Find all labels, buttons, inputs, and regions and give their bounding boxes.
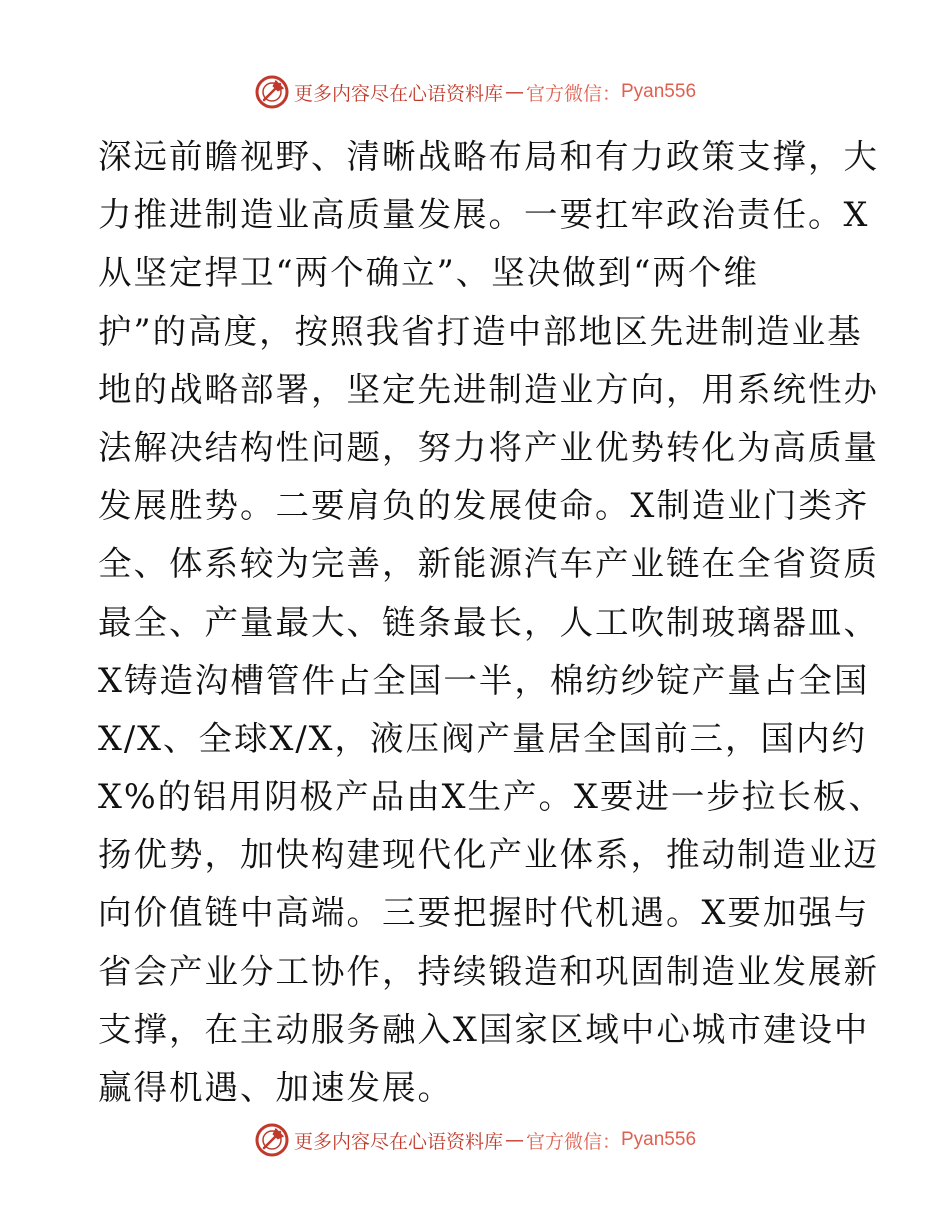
- body-line: 最全、产量最大、链条最长，人工吹制玻璃器皿、: [98, 602, 879, 642]
- watermark-main-text: 更多内容尽在心语资料库: [293, 1130, 503, 1153]
- body-line: X铸造沟槽管件占全国一半，棉纺纱锭产量占全国: [98, 660, 870, 700]
- stamp-logo-icon: [254, 1122, 290, 1158]
- body-line: 地的战略部署，坚定先进制造业方向，用系统性办: [98, 369, 879, 409]
- body-line: 从坚定捍卫“两个确立”、坚决做到“两个维: [98, 253, 759, 293]
- body-line: 力推进制造业高质量发展。一要扛牢政治责任。X: [98, 195, 870, 235]
- body-line: 赢得机遇、加速发展。: [98, 1068, 453, 1107]
- watermark-dash: —: [504, 81, 524, 103]
- body-line: 法解决结构性问题，努力将产业优势转化为高质量: [98, 427, 879, 467]
- header-watermark: [0, 72, 950, 112]
- watermark-sub-text: 官方微信：: [525, 82, 621, 105]
- watermark-dash: —: [504, 1129, 524, 1151]
- watermark-sub-text: 官方微信：: [525, 1130, 621, 1153]
- stamp-logo-icon: [254, 74, 290, 110]
- watermark-wechat-id: Pyan556: [621, 81, 697, 102]
- body-line: 省会产业分工协作，持续锻造和巩固制造业发展新: [98, 951, 879, 991]
- document-body: [98, 128, 884, 1117]
- watermark-wechat-id: Pyan556: [621, 1129, 697, 1150]
- body-line: X/X、全球X/X，液压阀产量居全国前三，国内约: [98, 718, 867, 758]
- body-line: 全、体系较为完善，新能源汽车产业链在全省资质: [98, 544, 879, 584]
- body-line: 扬优势，加快构建现代化产业体系，推动制造业迈: [98, 835, 879, 875]
- body-line: 护”的高度，按照我省打造中部地区先进制造业基: [98, 311, 863, 351]
- footer-watermark: [0, 1120, 950, 1160]
- body-line: 向价值链中高端。三要把握时代机遇。X要加强与: [98, 893, 870, 933]
- body-line: 发展胜势。二要肩负的发展使命。X制造业门类齐: [98, 486, 870, 526]
- body-line: 深远前瞻视野、清晰战略布局和有力政策支撑，大: [98, 137, 879, 176]
- body-line: X%的铝用阴极产品由X生产。X要进一步拉长板、: [98, 777, 884, 817]
- watermark-main-text: 更多内容尽在心语资料库: [293, 82, 503, 105]
- body-line: 支撑，在主动服务融入X国家区域中心城市建设中: [98, 1009, 870, 1049]
